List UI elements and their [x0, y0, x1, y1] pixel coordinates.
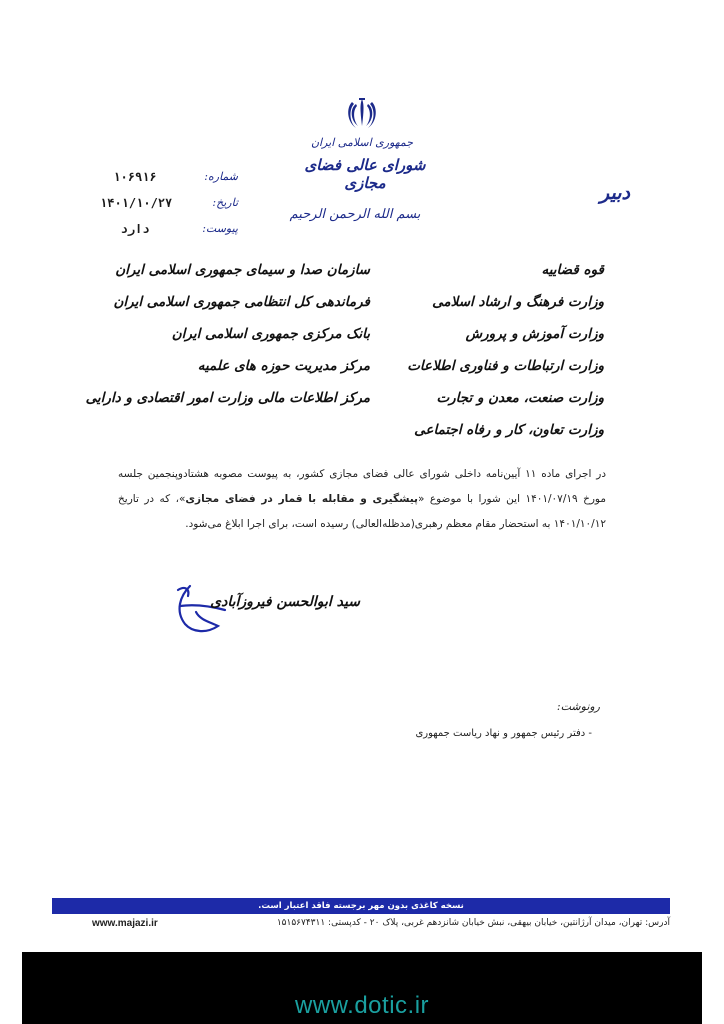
recipient: وزارت فرهنگ و ارشاد اسلامی: [432, 294, 604, 310]
recipient: قوه قضاییه: [541, 262, 604, 278]
meta-date-row: [100, 196, 240, 214]
recipient: وزارت آموزش و پرورش: [465, 326, 604, 342]
attachment-label: پیوست:: [202, 222, 238, 235]
recipient: بانک مرکزی جمهوری اسلامی ایران: [171, 326, 370, 342]
letter-date: ۱۴۰۱/۱۰/۲۷: [100, 196, 173, 210]
government-name: جمهوری اسلامی ایران: [310, 136, 414, 149]
body-part-2: »، که در تاریخ ۱۴۰۱/۱۰/۱۲ به استحضار مقام معظم رهبری(مدظله‌العالی) رسیده است، برای اجرا ابلاغ می‌شود.: [118, 493, 606, 530]
dabir-label: دبیر: [600, 182, 630, 204]
postal-address: آدرس: تهران، میدان آرژانتین، خیابان بیهقی، نبش خیابان شانزدهم غربی، پلاک ۲۰ - کدپستی: ۱۵۱۵۶۷۴۳۱۱: [276, 918, 670, 928]
website-link[interactable]: www.majazi.ir: [92, 918, 158, 929]
number-label: شماره:: [204, 170, 238, 183]
recipient: فرماندهی کل انتظامی جمهوری اسلامی ایران: [113, 294, 370, 310]
date-label: تاریخ:: [212, 196, 238, 209]
recipients-left-column: [85, 254, 370, 414]
recipient: مرکز اطلاعات مالی وزارت امور اقتصادی و دارایی: [85, 390, 370, 406]
bismillah: بسم الله الرحمن الرحیم: [289, 207, 421, 222]
recipient: وزارت ارتباطات و فناوری اطلاعات: [407, 358, 604, 374]
cc-title: رونوشت:: [556, 700, 600, 713]
recipient: سازمان صدا و سیمای جمهوری اسلامی ایران: [115, 262, 370, 278]
signer-name: سید ابوالحسن فیروزآبادی: [210, 594, 360, 610]
signature-scribble-icon: [170, 576, 250, 646]
recipients-right-column: [400, 254, 604, 446]
iran-emblem-icon: [344, 96, 380, 132]
meta-number-row: [100, 170, 240, 188]
recipient: مرکز مدیریت حوزه های علمیه: [197, 358, 370, 374]
footer-bar: [52, 898, 670, 914]
footer-validity-note: نسخه کاغذی بدون مهر برجسته فاقد اعتبار است.: [258, 901, 464, 911]
bottom-black-band: [22, 952, 702, 1024]
recipient: وزارت صنعت، معدن و تجارت: [436, 390, 604, 406]
cc-item: - دفتر رئیس جمهور و نهاد ریاست جمهوری: [415, 728, 592, 739]
body-part-1: در اجرای ماده ۱۱ آیین‌نامه داخلی شورای عالی فضای مجازی کشور، به پیوست مصوبه هشتادوپنجمین جلسه مورخ ۱۴۰۱/۰۷/۱۹ این شورا با موضوع «: [118, 468, 606, 505]
letter-number: ۱۰۶۹۱۶: [113, 170, 157, 184]
recipient: وزارت تعاون، کار و رفاه اجتماعی: [414, 422, 604, 438]
meta-attachment-row: [100, 222, 240, 240]
body-subject: پیشگیری و مقابله با قمار در فضای مجازی: [185, 493, 418, 505]
watermark-url: www.dotic.ir: [294, 992, 430, 1019]
letter-body: [118, 462, 606, 537]
council-name: شورای عالی فضای مجازی: [304, 156, 426, 192]
attachment-value: دارد: [120, 222, 150, 236]
